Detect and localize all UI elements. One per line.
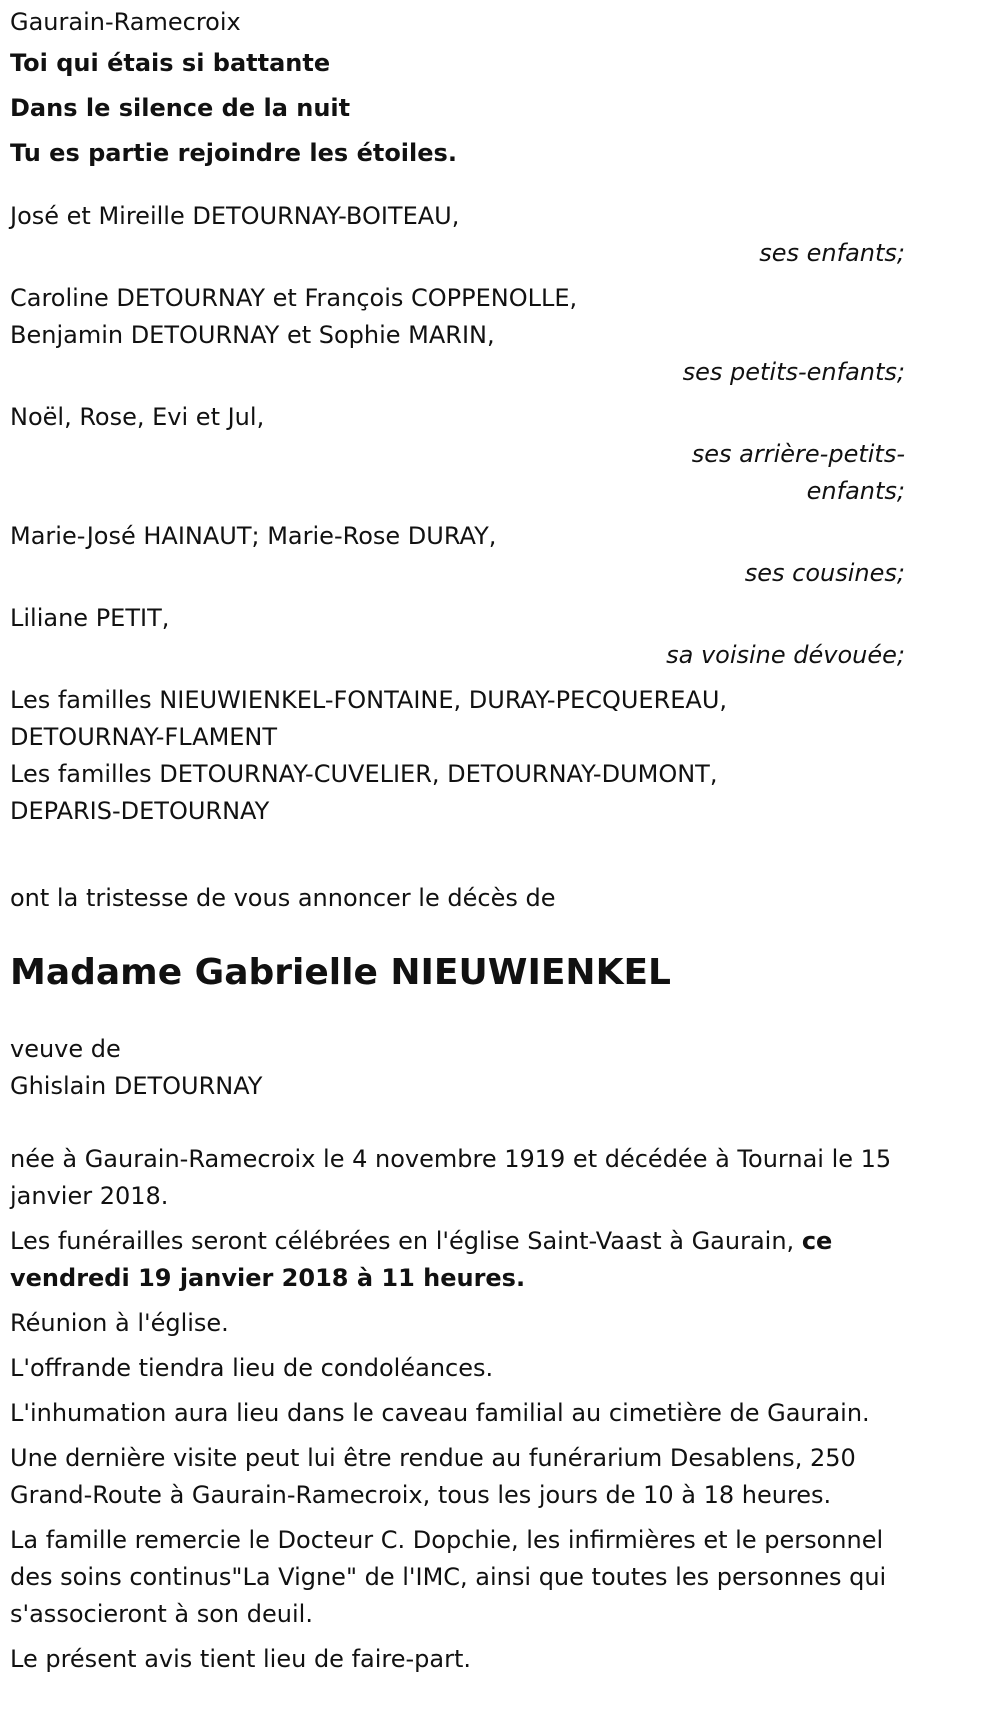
offering-info: L'offrande tiendra lieu de condoléances. bbox=[10, 1354, 494, 1382]
visit-line: Grand-Route à Gaurain-Ramecroix, tous les jours de 10 à 18 heures. bbox=[10, 1481, 832, 1509]
spacer bbox=[10, 1105, 905, 1141]
birth-death-info bbox=[10, 1141, 905, 1215]
funeral-line bbox=[10, 1223, 905, 1260]
relation-label: ses cousines; bbox=[744, 559, 905, 587]
verse-line: Tu es partie rejoindre les étoiles. bbox=[10, 139, 457, 167]
family-line: Les familles DETOURNAY-CUVELIER, DETOURNAY-DUMONT, bbox=[10, 760, 718, 788]
cousins-group bbox=[10, 518, 905, 592]
birth-death-line: janvier 2018. bbox=[10, 1182, 169, 1210]
relation-label: ses arrière-petits- bbox=[691, 440, 905, 468]
thanks-info bbox=[10, 1522, 905, 1633]
children-group bbox=[10, 198, 905, 272]
neighbor-group bbox=[10, 600, 905, 674]
family-line: Les familles NIEUWIENKEL-FONTAINE, DURAY-PECQUEREAU, bbox=[10, 686, 728, 714]
birth-death-line: née à Gaurain-Ramecroix le 4 novembre 1919 et décédée à Tournai le 15 bbox=[10, 1145, 892, 1173]
spacer bbox=[10, 830, 905, 858]
burial-info: L'inhumation aura lieu dans le caveau familial au cimetière de Gaurain. bbox=[10, 1399, 870, 1427]
thanks-line: s'associeront à son deuil. bbox=[10, 1600, 313, 1628]
relation-label: sa voisine dévouée; bbox=[666, 641, 905, 669]
verse-line: Toi qui étais si battante bbox=[10, 49, 331, 77]
family-line: DEPARIS-DETOURNAY bbox=[10, 797, 270, 825]
funeral-date-part2: vendredi 19 janvier 2018 à 11 heures. bbox=[10, 1264, 526, 1292]
location: Gaurain-Ramecroix bbox=[10, 8, 241, 36]
spouse-name: Ghislain DETOURNAY bbox=[10, 1072, 263, 1100]
funeral-date-part1: ce bbox=[801, 1227, 833, 1255]
closing-note: Le présent avis tient lieu de faire-part. bbox=[10, 1645, 472, 1673]
meeting-info: Réunion à l'église. bbox=[10, 1309, 229, 1337]
relative-names: Marie-José HAINAUT; Marie-Rose DURAY, bbox=[10, 522, 497, 550]
grandchildren-group bbox=[10, 280, 905, 391]
widow-of bbox=[10, 1031, 905, 1105]
widow-of-label: veuve de bbox=[10, 1035, 121, 1063]
relative-names: Benjamin DETOURNAY et Sophie MARIN, bbox=[10, 321, 495, 349]
families-group bbox=[10, 682, 905, 830]
relative-names: Caroline DETOURNAY et François COPPENOLLE, bbox=[10, 284, 578, 312]
funeral-prefix: Les funérailles seront célébrées en l'église Saint-Vaast à Gaurain, bbox=[10, 1227, 802, 1255]
relation-label: ses enfants; bbox=[759, 239, 905, 267]
announcement: ont la tristesse de vous annoncer le décès de bbox=[10, 884, 556, 912]
great-grandchildren-group bbox=[10, 399, 905, 510]
relation-label: enfants; bbox=[806, 477, 905, 505]
death-notice bbox=[10, 0, 905, 1686]
relative-names: Noël, Rose, Evi et Jul, bbox=[10, 403, 265, 431]
verse-line: Dans le silence de la nuit bbox=[10, 94, 351, 122]
relation-label: ses petits-enfants; bbox=[682, 358, 905, 386]
visit-info bbox=[10, 1440, 905, 1514]
verse bbox=[10, 41, 905, 176]
funeral-info bbox=[10, 1223, 905, 1297]
deceased-name: Madame Gabrielle NIEUWIENKEL bbox=[10, 952, 671, 993]
relative-names: Liliane PETIT, bbox=[10, 604, 170, 632]
thanks-line: La famille remercie le Docteur C. Dopchie, les infirmières et le personnel bbox=[10, 1526, 884, 1554]
thanks-line: des soins continus"La Vigne" de l'IMC, ainsi que toutes les personnes qui bbox=[10, 1563, 887, 1591]
family-line: DETOURNAY-FLAMENT bbox=[10, 723, 278, 751]
relative-names: José et Mireille DETOURNAY-BOITEAU, bbox=[10, 202, 460, 230]
visit-line: Une dernière visite peut lui être rendue au funérarium Desablens, 250 bbox=[10, 1444, 856, 1472]
